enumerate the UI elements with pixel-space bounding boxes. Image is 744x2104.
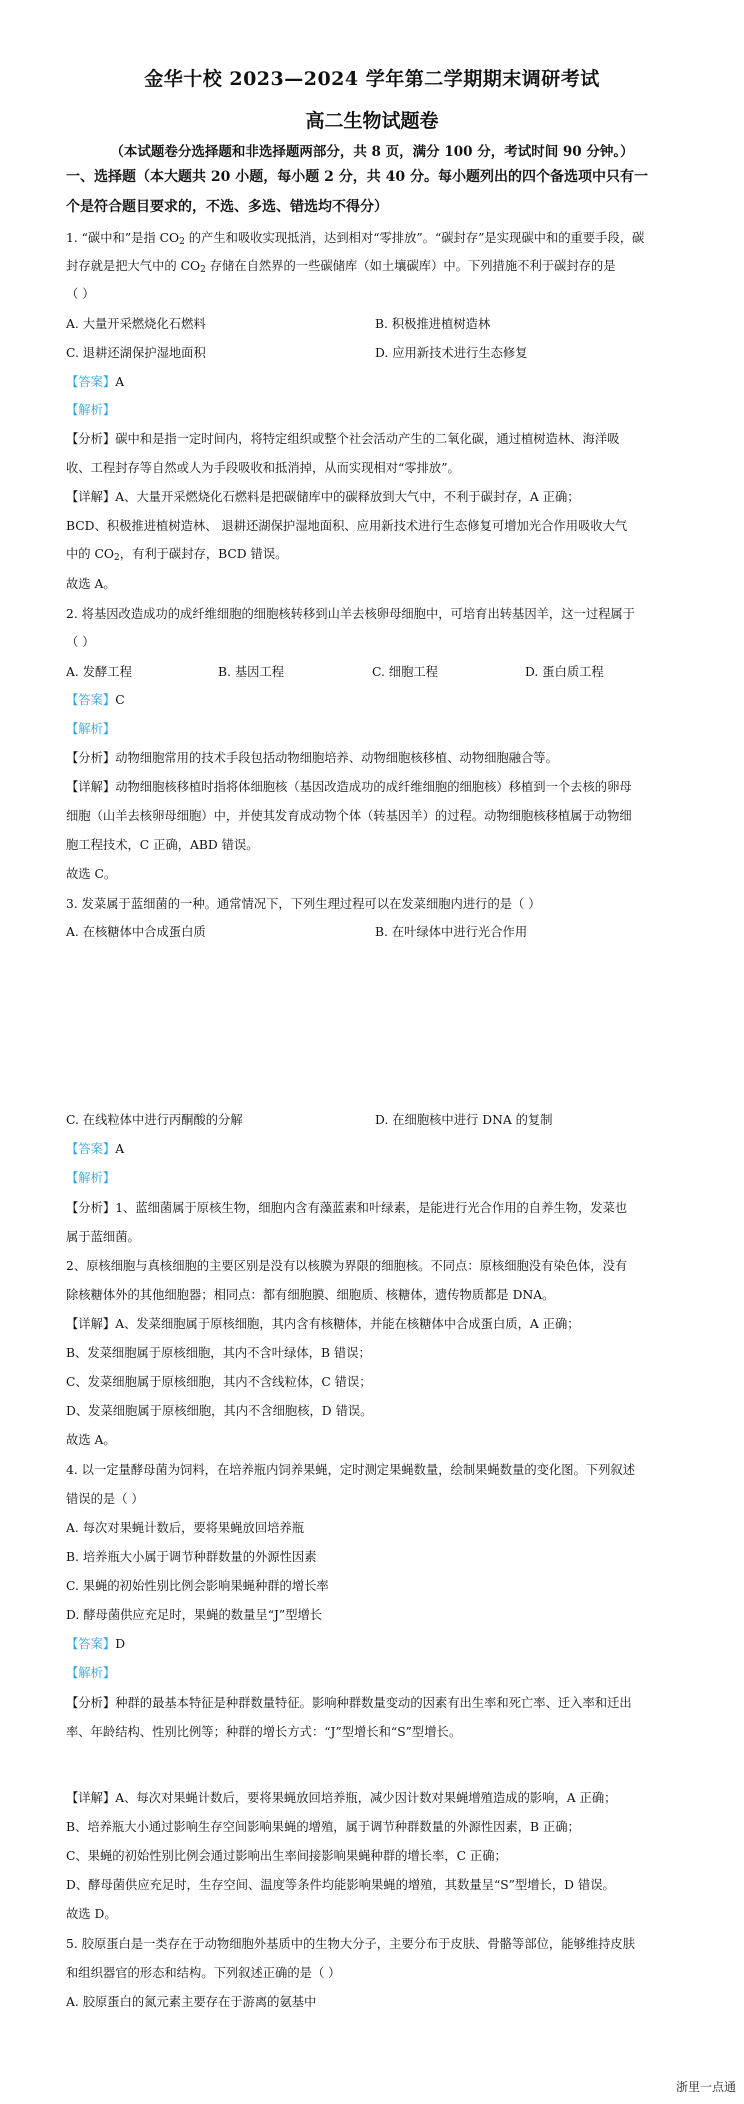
q4-option-c: C. 果蝇的初始性别比例会影响果蝇种群的增长率 — [66, 1579, 329, 1593]
q1-stem-line1: 1. “碳中和”是指 $CO_2$ 的产生和吸收实现抵消，达到相对“零排放”。“碳封存”是实现碳中和的重要手段，碳 — [66, 231, 645, 247]
q5-stem-line1: 5. 胶原蛋白是一类存在于动物细胞外基质中的生物大分子，主要分布于皮肤、骨骼等部位，能够维持皮肤 — [66, 1937, 636, 1951]
q4-option-a: A. 每次对果蝇计数后，要将果蝇放回培养瓶 — [66, 1521, 305, 1535]
q1-option-a: A. 大量开采燃烧化石燃料 — [66, 317, 206, 331]
q2-answer: 【答案】C — [66, 693, 125, 707]
q3-option-b: B. 在叶绿体中进行光合作用 — [375, 925, 528, 939]
q1-option-b: B. 积极推进植树造林 — [375, 317, 491, 331]
q3-option-c: C. 在线粒体中进行丙酮酸的分解 — [66, 1113, 243, 1127]
exam-note: （本试题卷分选择题和非选择题两部分，共 8 页，满分 100 分，考试时间 90 分钟。） — [110, 144, 634, 160]
q2-detail-line3: 胞工程技术，C 正确，ABD 错误。 — [66, 838, 259, 852]
q3-detail-line2: B、发菜细胞属于原核细胞，其内不含叶绿体，B 错误； — [66, 1346, 371, 1360]
q4-analysis-line2: 率、年龄结构、性别比例等；种群的增长方式：“J”型增长和“S”型增长。 — [66, 1725, 462, 1739]
q4-detail-line3: C、果蝇的初始性别比例会通过影响出生率间接影响果蝇种群的增长率，C 正确； — [66, 1849, 507, 1863]
q1-analysis-line2: 收、工程封存等自然或人为手段吸收和抵消掉，从而实现相对“零排放”。 — [66, 461, 460, 475]
q2-option-b: B. 基因工程 — [218, 665, 285, 679]
q3-conclusion: 故选 A。 — [66, 1433, 116, 1447]
q2-conclusion: 故选 C。 — [66, 867, 117, 881]
exam-subtitle: 高二生物试题卷 — [305, 110, 439, 132]
q2-option-c: C. 细胞工程 — [372, 665, 438, 679]
q2-option-d: D. 蛋白质工程 — [525, 665, 604, 679]
q3-analysis-line2: 属于蓝细菌。 — [66, 1230, 140, 1244]
q2-stem-line2: （ ） — [66, 635, 95, 649]
q5-stem-line2: 和组织器官的形态和结构。下列叙述正确的是（ ） — [66, 1966, 341, 1980]
q2-analysis-line1: 【分析】动物细胞常用的技术手段包括动物细胞培养、动物细胞核移植、动物细胞融合等。 — [66, 751, 558, 765]
q1-answer: 【答案】A — [66, 375, 125, 389]
q3-detail-line4: D、发菜细胞属于原核细胞，其内不含细胞核，D 错误。 — [66, 1404, 373, 1418]
q1-detail-line3: 中的 $CO_2$，有利于碳封存，BCD 错误。 — [66, 547, 288, 563]
q1-option-c: C. 退耕还湖保护湿地面积 — [66, 346, 206, 360]
q2-analysis-tag: 【解析】 — [66, 722, 116, 736]
q1-stem-line2: 封存就是把大气中的 $CO_2$ 存储在自然界的一些碳储库（如土壤碳库）中。下列措施不利于碳封存的是 — [66, 259, 616, 275]
q4-analysis-line1: 【分析】种群的最基本特征是种群数量特征。影响种群数量变动的因素有出生率和死亡率、迁入率和迁出 — [66, 1696, 632, 1710]
q4-detail-line2: B、培养瓶大小通过影响生存空间影响果蝇的增殖，属于调节种群数量的外源性因素，B 正确； — [66, 1820, 580, 1834]
q1-analysis-line1: 【分析】碳中和是指一定时间内，将特定组织或整个社会活动产生的二氧化碳，通过植树造林、海洋吸 — [66, 432, 620, 446]
footer-watermark: 浙里一点通 — [675, 2080, 736, 2094]
q3-detail-line1: 【详解】A、发菜细胞属于原核细胞，其内含有核糖体，并能在核糖体中合成蛋白质，A 正确； — [66, 1317, 580, 1331]
q1-conclusion: 故选 A。 — [66, 577, 116, 591]
q3-analysis-tag: 【解析】 — [66, 1171, 116, 1185]
q2-option-a: A. 发酵工程 — [66, 665, 132, 679]
q4-option-b: B. 培养瓶大小属于调节种群数量的外源性因素 — [66, 1550, 317, 1564]
section-heading-line2: 个是符合题目要求的，不选、多选、错选均不得分） — [66, 199, 388, 215]
q4-conclusion: 故选 D。 — [66, 1907, 117, 1921]
q3-answer: 【答案】A — [66, 1142, 125, 1156]
q3-analysis-line1: 【分析】1、蓝细菌属于原核生物，细胞内含有藻蓝素和叶绿素，是能进行光合作用的自养生物，发菜也 — [66, 1201, 628, 1215]
q2-detail-line2: 细胞（山羊去核卵母细胞）中，并使其发育成动物个体（转基因羊）的过程。动物细胞核移植属于动物细 — [66, 809, 632, 823]
q4-answer: 【答案】D — [66, 1637, 126, 1651]
q1-detail-line1: 【详解】A、大量开采燃烧化石燃料是把碳储库中的碳释放到大气中，不利于碳封存，A 正确； — [66, 490, 580, 504]
q3-analysis-line4: 除核糖体外的其他细胞器；相同点：都有细胞膜、细胞质、核糖体，遗传物质都是 DNA。 — [66, 1288, 555, 1302]
q4-detail-line4: D、酵母菌供应充足时，生存空间、温度等条件均能影响果蝇的增殖，其数量呈“S”型增长，D 错误。 — [66, 1878, 615, 1892]
section-heading-line1: 一、选择题（本大题共 20 小题，每小题 2 分，共 40 分。每小题列出的四个备选项中只有一 — [66, 169, 648, 185]
q5-option-a: A. 胶原蛋白的氮元素主要存在于游离的氨基中 — [66, 1995, 317, 2009]
q4-analysis-tag: 【解析】 — [66, 1666, 116, 1680]
q2-detail-line1: 【详解】动物细胞核移植时指将体细胞核（基因改造成功的成纤维细胞的细胞核）移植到一个去核的卵母 — [66, 780, 632, 794]
q1-analysis-tag: 【解析】 — [66, 403, 116, 417]
q1-option-d: D. 应用新技术进行生态修复 — [375, 346, 528, 360]
q3-option-a: A. 在核糖体中合成蛋白质 — [66, 925, 206, 939]
q3-stem-line1: 3. 发菜属于蓝细菌的一种。通常情况下，下列生理过程可以在发菜细胞内进行的是（ ） — [66, 897, 541, 911]
q3-analysis-line3: 2、原核细胞与真核细胞的主要区别是没有以核膜为界限的细胞核。不同点：原核细胞没有染色体，没有 — [66, 1259, 628, 1273]
q4-stem-line1: 4. 以一定量酵母菌为饲料，在培养瓶内饲养果蝇，定时测定果蝇数量，绘制果蝇数量的变化图。下列叙述 — [66, 1463, 636, 1477]
q1-stem-line3: （ ） — [66, 287, 95, 301]
q2-stem-line1: 2. 将基因改造成功的成纤维细胞的细胞核转移到山羊去核卵母细胞中，可培育出转基因羊，这一过程属于 — [66, 607, 636, 621]
q3-detail-line3: C、发菜细胞属于原核细胞，其内不含线粒体，C 错误； — [66, 1375, 372, 1389]
q3-option-d: D. 在细胞核中进行 DNA 的复制 — [375, 1113, 553, 1127]
q1-detail-line2: BCD、积极推进植树造林、 退耕还湖保护湿地面积、应用新技术进行生态修复可增加光合作用吸收大气 — [66, 519, 628, 533]
q4-option-d: D. 酵母菌供应充足时，果蝇的数量呈“J”型增长 — [66, 1608, 323, 1622]
q4-detail-line1: 【详解】A、每次对果蝇计数后，要将果蝇放回培养瓶，减少因计数对果蝇增殖造成的影响，A 正确； — [66, 1791, 617, 1805]
q4-stem-line2: 错误的是（ ） — [66, 1492, 144, 1506]
exam-title: 金华十校 2023—2024 学年第二学期期末调研考试 — [144, 68, 600, 90]
